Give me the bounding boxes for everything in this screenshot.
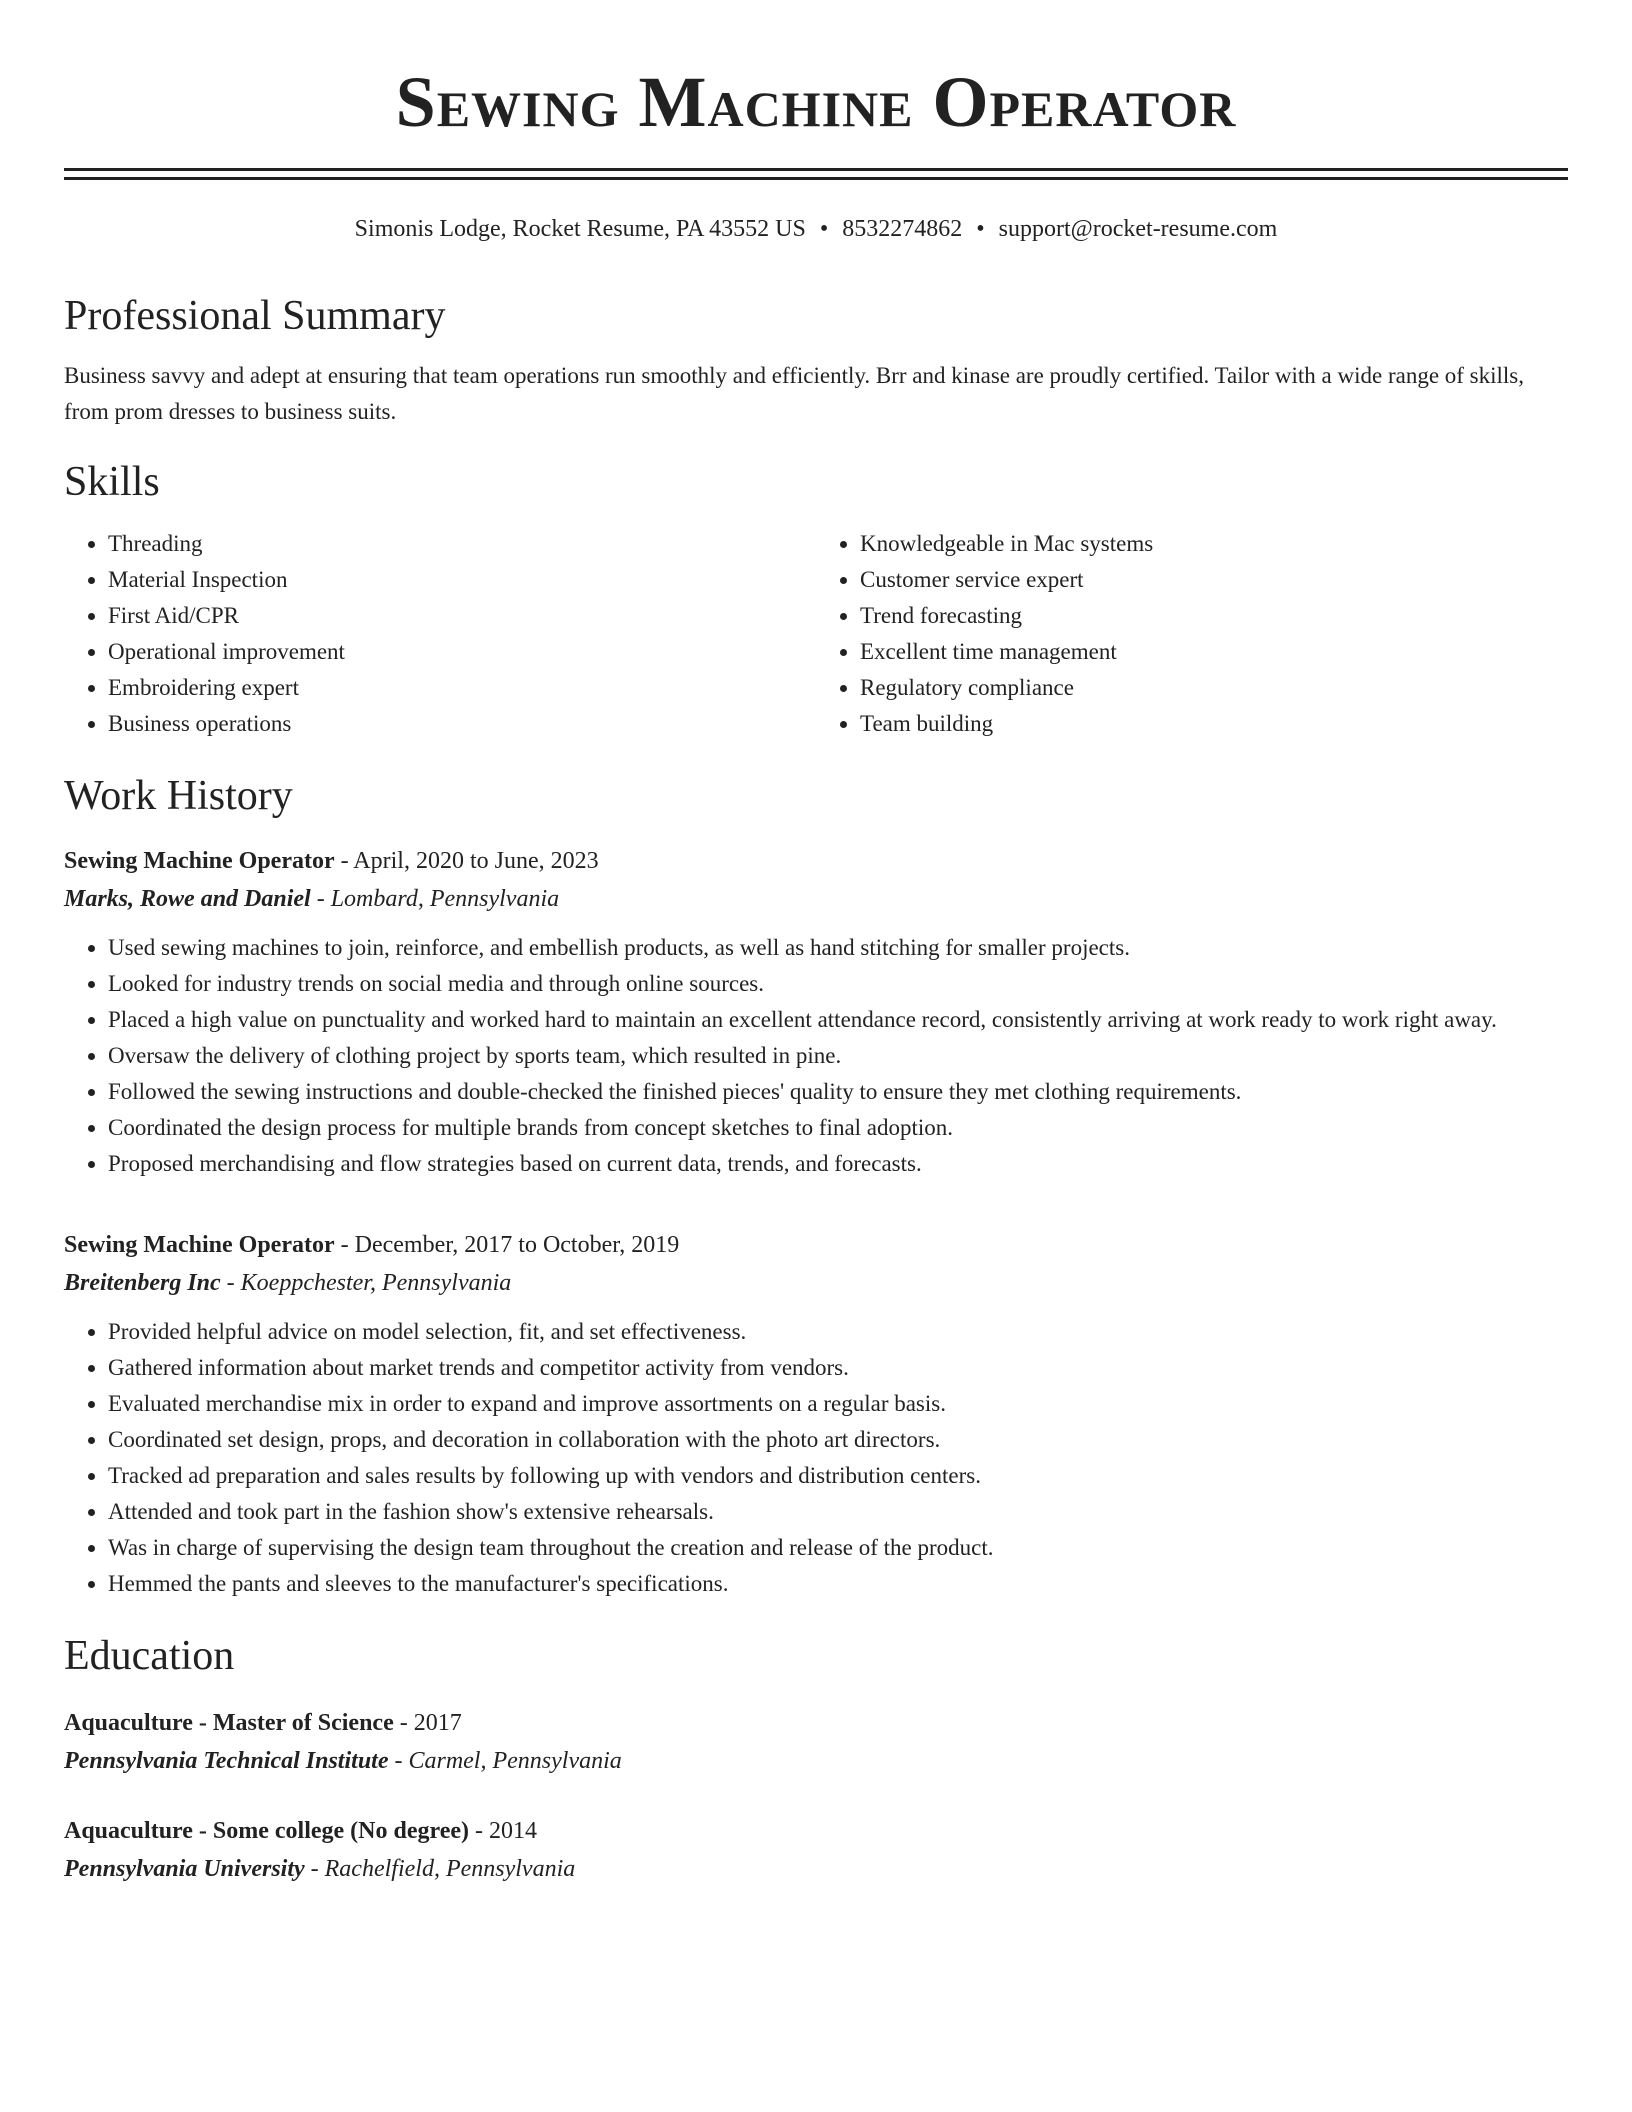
job-dates: - December, 2017 to October, 2019 [334,1232,680,1258]
job-bullet: • Hemmed the pants and sleeves to the manufacturer's specifications. [108,1566,1568,1602]
job-bullet: • Was in charge of supervising the design team throughout the creation and release of the product. [108,1530,1568,1566]
contact-email: support@rocket-resume.com [998,216,1278,242]
job-bullets [64,1314,1568,1602]
job-bullet: • Used sewing machines to join, reinforce, and embellish products, as well as hand stitching for smaller projects. [108,930,1568,966]
education-school: Pennsylvania University [64,1856,305,1882]
contact-separator: • [819,216,829,242]
education-degree-line [64,1812,1568,1850]
job-company: Breitenberg Inc [64,1270,221,1296]
resume-name: Sewing Machine Operator [395,62,1237,142]
job-bullet: • Attended and took part in the fashion show's extensive rehearsals. [108,1494,1568,1530]
skill-item: • Business operations [108,706,816,742]
job-bullet: • Proposed merchandising and flow strategies based on current data, trends, and forecasts. [108,1146,1568,1182]
education-school: Pennsylvania Technical Institute [64,1748,389,1774]
job-bullet: • Followed the sewing instructions and double-checked the finished pieces' quality to ensure they met clothing requirements. [108,1074,1568,1110]
job-position: Sewing Machine Operator [64,848,335,874]
education-entry [64,1704,1568,1780]
job-bullet: • Placed a high value on punctuality and worked hard to maintain an excellent attendance record, consistently arriving at work ready to work right away. [108,1002,1568,1038]
education-location: - Carmel, Pennsylvania [388,1748,622,1774]
job-company-line [64,880,1568,918]
education-degree: Aquaculture - Some college (No degree) [64,1818,470,1844]
education-heading: Education [64,1633,235,1679]
job-dates: - April, 2020 to June, 2023 [334,848,599,874]
summary-text: Business savvy and adept at ensuring that team operations run smoothly and efficiently. Brr and kinase are proudly certified. Tailor with a wide range of skills, from prom dresses to business suits. [64,363,1525,424]
job-title-line [64,1226,1568,1264]
skills-columns [64,526,1568,742]
job-bullet: • Looked for industry trends on social media and through online sources. [108,966,1568,1002]
job-position: Sewing Machine Operator [64,1232,335,1258]
header-rule-top [64,168,1568,171]
job-location: - Lombard, Pennsylvania [310,886,560,912]
skill-item: • Regulatory compliance [860,670,1568,706]
job-bullet: • Evaluated merchandise mix in order to expand and improve assortments on a regular basis. [108,1386,1568,1422]
skill-item: • Material Inspection [108,562,816,598]
job-company: Marks, Rowe and Daniel [64,886,311,912]
job-bullets [64,930,1568,1182]
contact-phone: 8532274862 [842,216,963,242]
contact-separator: • [976,216,985,242]
skill-item: • Trend forecasting [860,598,1568,634]
skill-item: • First Aid/CPR [108,598,816,634]
skill-item: • Excellent time management [860,634,1568,670]
skill-item: • Embroidering expert [108,670,816,706]
job-bullet: • Coordinated the design process for multiple brands from concept sketches to final adoption. [108,1110,1568,1146]
education-degree: Aquaculture - Master of Science [64,1710,394,1736]
job-bullet: • Provided helpful advice on model selection, fit, and set effectiveness. [108,1314,1568,1350]
education-school-line [64,1850,1568,1888]
education-school-line [64,1742,1568,1780]
job-bullet: • Tracked ad preparation and sales results by following up with vendors and distribution centers. [108,1458,1568,1494]
summary-heading: Professional Summary [64,293,446,339]
skill-item: • Operational improvement [108,634,816,670]
job-bullet: • Coordinated set design, props, and decoration in collaboration with the photo art directors. [108,1422,1568,1458]
skills-list-right [816,526,1568,742]
job-company-line [64,1264,1568,1302]
education-location: - Rachelfield, Pennsylvania [304,1856,576,1882]
education-entry [64,1812,1568,1888]
job-entry [64,1226,1568,1602]
job-entry [64,842,1568,1182]
contact-line [64,214,1568,244]
skills-heading: Skills [64,459,160,505]
skill-item: • Team building [860,706,1568,742]
job-location: - Koeppchester, Pennsylvania [220,1270,512,1296]
skill-item: • Threading [108,526,816,562]
header-rule-bottom [64,177,1568,180]
resume-page [64,0,1568,1888]
education-degree-line [64,1704,1568,1742]
job-title-line [64,842,1568,880]
skill-item: • Knowledgeable in Mac systems [860,526,1568,562]
skill-item: • Customer service expert [860,562,1568,598]
contact-address: Simonis Lodge, Rocket Resume, PA 43552 US [354,216,806,242]
job-bullet: • Oversaw the delivery of clothing project by sports team, which resulted in pine. [108,1038,1568,1074]
job-bullet: • Gathered information about market trends and competitor activity from vendors. [108,1350,1568,1386]
work-history-heading: Work History [64,773,293,819]
education-year: - 2017 [393,1710,462,1736]
skills-list-left [64,526,816,742]
education-year: - 2014 [469,1818,538,1844]
